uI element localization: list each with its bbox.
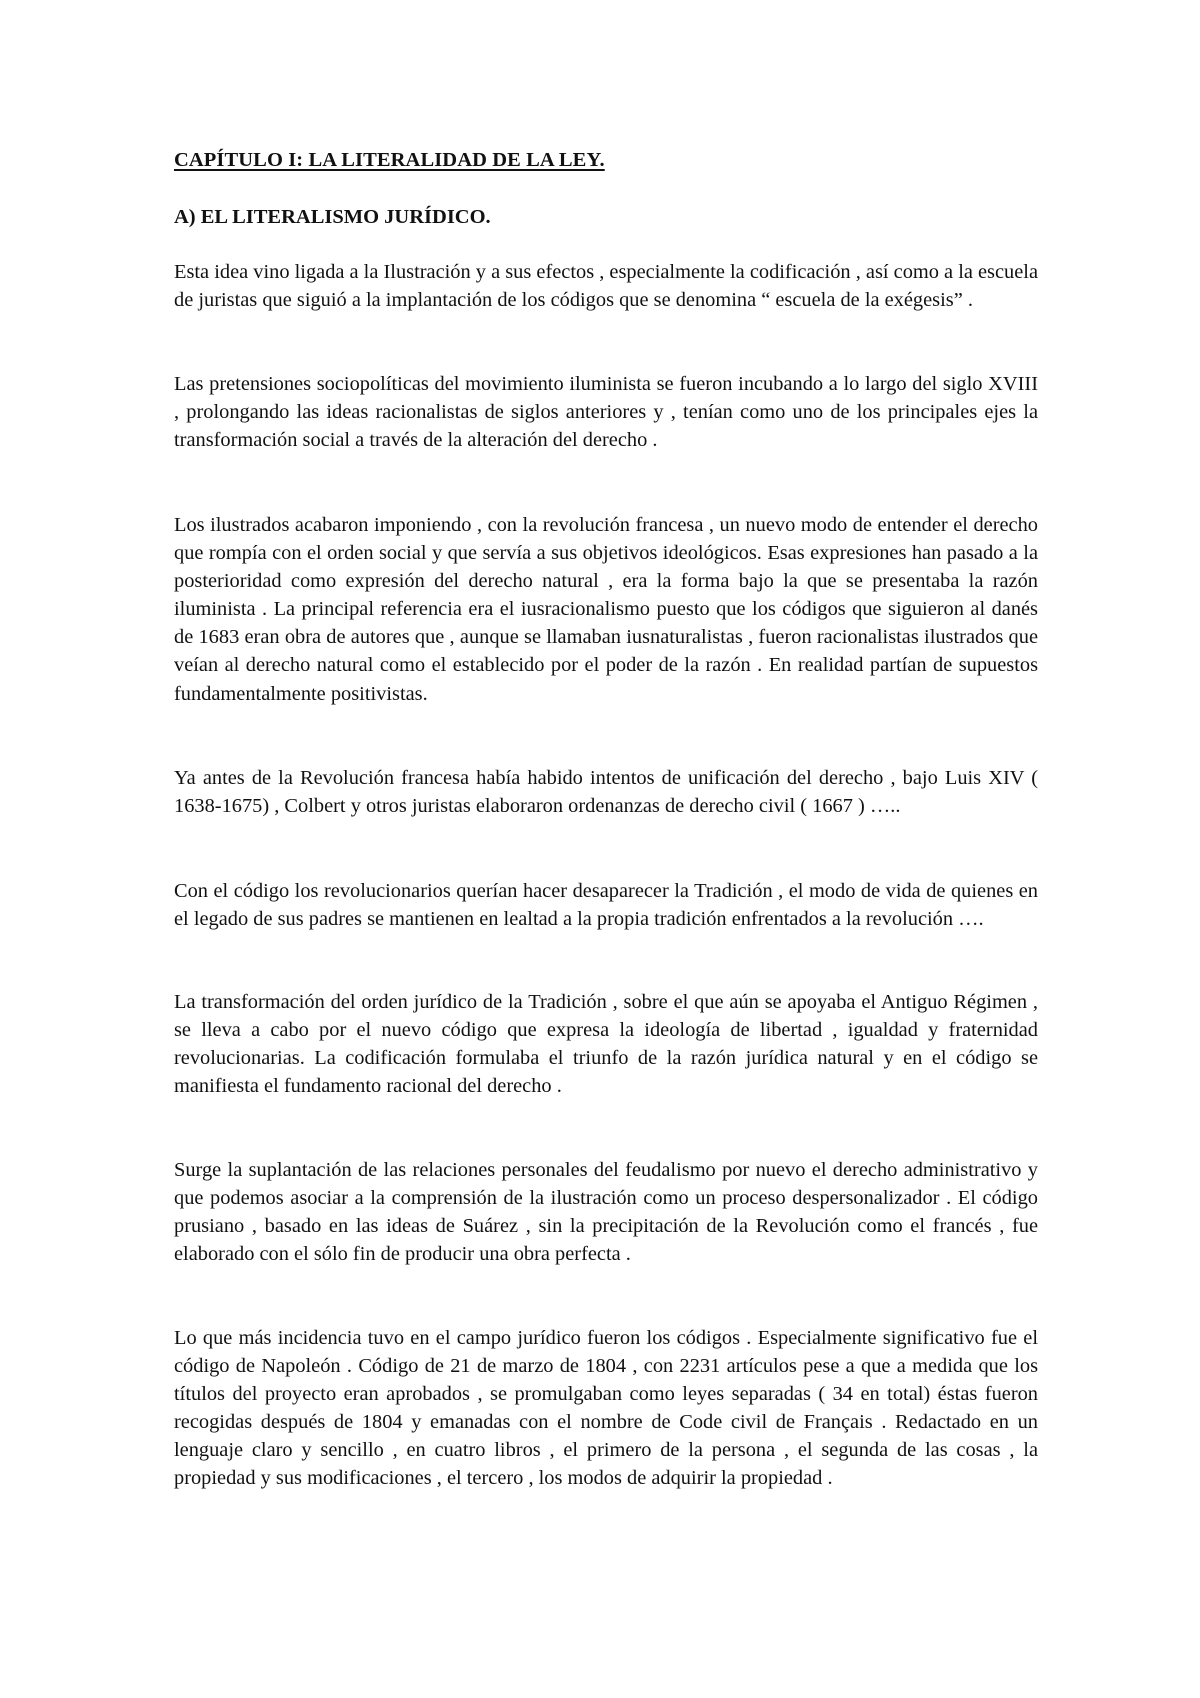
paragraph-pretensiones: Las pretensiones sociopolíticas del movimiento iluminista se fueron incubando a lo largo del siglo XVIII , prolongando las ideas racionalistas de siglos anteriores y , tenían como uno de los principales ejes la transformación social a través de la alteración del derecho . (174, 373, 1038, 452)
section-title: A) EL LITERALISMO JURÍDICO. (174, 206, 491, 228)
paragraph-codigos: Lo que más incidencia tuvo en el campo jurídico fueron los códigos . Especialmente significativo fue el código de Napoleón . Código de 21 de marzo de 1804 , con 2231 artículos pese a que a medida que los títulos del proyecto eran aprobados , se promulgaban como leyes separadas ( 34 en total) éstas fueron recogidas después de 1804 y emanadas con el nombre de Code civil de Français . Redactado en un lenguaje claro y sencillo , en cuatro libros , el primero de la persona , el segunda de las cosas , la propiedad y sus modificaciones , el tercero , los modos de adquirir la propiedad . (174, 1327, 1038, 1490)
paragraph-transformacion: La transformación del orden jurídico de la Tradición , sobre el que aún se apoyaba el Antiguo Régimen , se lleva a cabo por el nuevo código que expresa la ideología de libertad , igualdad y fraternidad revolucionarias. La codificación formulaba el triunfo de la razón jurídica natural y en el código se manifiesta el fundamento racional del derecho . (174, 991, 1038, 1098)
paragraph-tradicion: Con el código los revolucionarios querían hacer desaparecer la Tradición , el modo de vida de quienes en el legado de sus padres se mantienen en lealtad a la propia tradición enfrentados a la revolución …. (174, 880, 1038, 931)
paragraph-suplantacion: Surge la suplantación de las relaciones personales del feudalismo por nuevo el derecho administrativo y que podemos asociar a la comprensión de la ilustración como un proceso despersonalizador . El código prusiano , basado en las ideas de Suárez , sin la precipitación de la Revolución como el francés , fue elaborado con el sólo fin de producir una obra perfecta . (174, 1159, 1038, 1266)
chapter-title: CAPÍTULO I: LA LITERALIDAD DE LA LEY. (174, 149, 605, 171)
paragraph-revolucion: Ya antes de la Revolución francesa había habido intentos de unificación del derecho , bajo Luis XIV ( 1638-1675) , Colbert y otros juristas elaboraron ordenanzas de derecho civil ( 1667 ) ….. (174, 767, 1038, 818)
document-page (174, 0, 1038, 1698)
paragraph-ilustrados: Los ilustrados acabaron imponiendo , con la revolución francesa , un nuevo modo de entender el derecho que rompía con el orden social y que servía a sus objetivos ideológicos. Esas expresiones han pasado a la posterioridad como expresión del derecho natural , era la forma bajo la que se presentaba la razón iluminista . La principal referencia era el iusracionalismo puesto que los códigos que siguieron al danés de 1683 eran obra de autores que , aunque se llamaban iusnaturalistas , fueron racionalistas ilustrados que veían al derecho natural como el establecido por el poder de la razón . En realidad partían de supuestos fundamentalmente positivistas. (174, 514, 1038, 705)
paragraph-ilustracion: Esta idea vino ligada a la Ilustración y a sus efectos , especialmente la codificación , así como a la escuela de juristas que siguió a la implantación de los códigos que se denomina “ escuela de la exégesis” . (174, 261, 1038, 312)
